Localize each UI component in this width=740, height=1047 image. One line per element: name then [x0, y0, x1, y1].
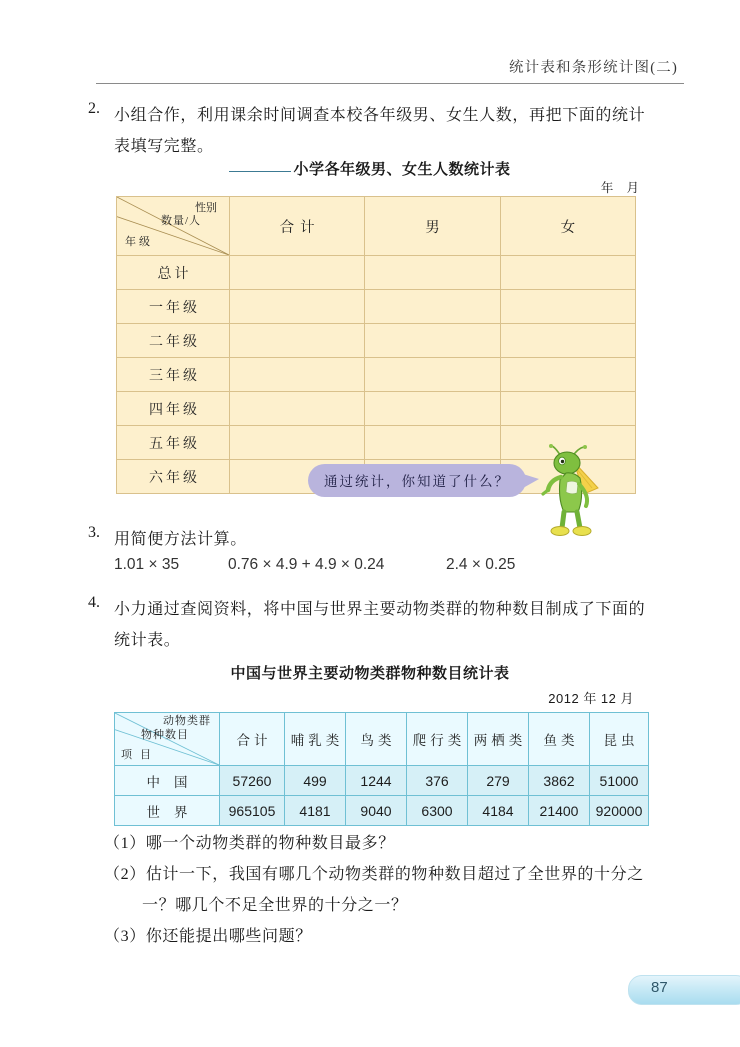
table-row [115, 766, 649, 796]
table-2-cell: 920000 [590, 796, 649, 826]
table-row [117, 256, 636, 290]
table-2-corner-top-right: 动物类群 [163, 715, 211, 727]
table-1-row-label: 五年级 [117, 426, 230, 460]
table-row [117, 290, 636, 324]
table-row [117, 392, 636, 426]
table-2-col-birds: 鸟类 [346, 713, 407, 766]
question-1-index: （1） [104, 835, 146, 852]
table-2-col-insects: 昆虫 [590, 713, 649, 766]
table-2-row-label-china: 中国 [115, 766, 220, 796]
table-1-corner-middle: 数量/人 [161, 215, 202, 227]
table-1-cell[interactable] [230, 256, 365, 290]
expression-3: 2.4 × 0.25 [446, 556, 516, 573]
table-1-row-label: 总计 [117, 256, 230, 290]
table-1-cell[interactable] [230, 392, 365, 426]
table-2-col-fish: 鱼类 [529, 713, 590, 766]
table-1-cell[interactable] [365, 256, 500, 290]
speech-bubble: 通过统计，你知道了什么？ [308, 464, 526, 497]
table-2-row-label-world: 世界 [115, 796, 220, 826]
table-2-header-row [115, 713, 649, 766]
problem-3-text: 用简便方法计算。 [114, 531, 247, 548]
question-3-index: （3） [104, 928, 146, 945]
table-1-corner-top-right: 性别 [195, 202, 217, 214]
table-1-col-total: 合计 [230, 197, 365, 256]
table-1-cell[interactable] [365, 290, 500, 324]
question-1-text: 哪一个动物类群的物种数目最多？ [145, 835, 395, 852]
table-1-header-row [117, 197, 636, 256]
table-2-cell: 57260 [220, 766, 285, 796]
species-count-table [114, 712, 649, 826]
table-2-corner-bottom-left: 项目 [121, 749, 159, 761]
table-2-cell: 9040 [346, 796, 407, 826]
table-1-corner-bottom-left: 年级 [125, 236, 153, 248]
table-1-cell[interactable] [365, 324, 500, 358]
page-number-badge [628, 975, 740, 1005]
table-1-cell[interactable] [365, 358, 500, 392]
chapter-title: 统计表和条形统计图(二) [508, 60, 678, 76]
problem-2-text: 小组合作，利用课余时间调查本校各年级男、女生人数，再把下面的统计表填写完整。 [114, 107, 646, 155]
problem-3 [88, 524, 658, 555]
table-1-cell[interactable] [365, 426, 500, 460]
question-2 [104, 859, 664, 921]
table-2-title: 中国与世界主要动物类群物种数目统计表 [230, 664, 510, 682]
question-3 [104, 921, 664, 952]
table-1-cell[interactable] [500, 256, 635, 290]
question-3-text: 你还能提出哪些问题？ [145, 928, 312, 945]
table-1-cell[interactable] [500, 392, 635, 426]
table-row [115, 796, 649, 826]
table-2-cell: 965105 [220, 796, 285, 826]
table-1-col-male: 男 [365, 197, 500, 256]
table-2-col-total: 合计 [220, 713, 285, 766]
table-1-cell[interactable] [230, 426, 365, 460]
table-2-date-label: 2012 年 12 月 [548, 691, 634, 706]
table-2-cell: 4181 [285, 796, 346, 826]
table-1-row-label: 四年级 [117, 392, 230, 426]
question-1 [104, 828, 664, 859]
problem-4-number: 4. [88, 594, 100, 611]
table-1-col-female: 女 [500, 197, 635, 256]
page-header [96, 56, 684, 84]
expression-1: 1.01 × 35 [114, 556, 180, 573]
table-2-cell: 51000 [590, 766, 649, 796]
question-2-index: （2） [104, 866, 146, 883]
table-2-corner-middle: 物种数目 [141, 729, 189, 741]
table-1-row-label: 三年级 [117, 358, 230, 392]
question-2-text: 估计一下，我国有哪几个动物类群的物种数目超过了全世界的十分之一？哪几个不足全世界的十分之一？ [142, 866, 644, 914]
table-1-title [0, 158, 740, 179]
problem-3-number: 3. [88, 524, 100, 541]
table-1-cell[interactable] [500, 290, 635, 324]
table-1-title-text: 小学各年级男、女生人数统计表 [293, 160, 511, 178]
table-1-cell[interactable] [500, 358, 635, 392]
table-1-row-label: 一年级 [117, 290, 230, 324]
problem-4 [88, 594, 658, 656]
table-2-cell: 4184 [468, 796, 529, 826]
table-2-col-amphibians: 两栖类 [468, 713, 529, 766]
table-row [117, 358, 636, 392]
table-2-col-mammals: 哺乳类 [285, 713, 346, 766]
table-1-corner-cell [117, 197, 230, 256]
expression-2: 0.76 × 4.9 + 4.9 × 0.24 [228, 556, 385, 573]
table-row [117, 324, 636, 358]
problem-2-number: 2. [88, 100, 100, 117]
table-2-cell: 21400 [529, 796, 590, 826]
table-1-cell[interactable] [500, 324, 635, 358]
table-1-cell[interactable] [230, 324, 365, 358]
table-2-corner-cell [115, 713, 220, 766]
table-1-cell[interactable] [365, 392, 500, 426]
table-2-col-reptiles: 爬行类 [407, 713, 468, 766]
problem-4-text: 小力通过查阅资料，将中国与世界主要动物类群的物种数目制成了下面的统计表。 [114, 601, 646, 649]
school-name-blank[interactable] [229, 171, 291, 172]
table-2-cell: 1244 [346, 766, 407, 796]
page-number: 87 [651, 979, 668, 996]
table-1-cell[interactable] [230, 358, 365, 392]
table-1-row-label: 二年级 [117, 324, 230, 358]
table-1-row-label: 六年级 [117, 460, 230, 494]
table-2-cell: 279 [468, 766, 529, 796]
table-2-cell: 376 [407, 766, 468, 796]
table-1-date-label: 年 月 [600, 181, 644, 195]
table-1-cell[interactable] [230, 290, 365, 324]
problem-2 [88, 100, 658, 162]
table-2-cell: 499 [285, 766, 346, 796]
table-2-cell: 6300 [407, 796, 468, 826]
table-2-cell: 3862 [529, 766, 590, 796]
